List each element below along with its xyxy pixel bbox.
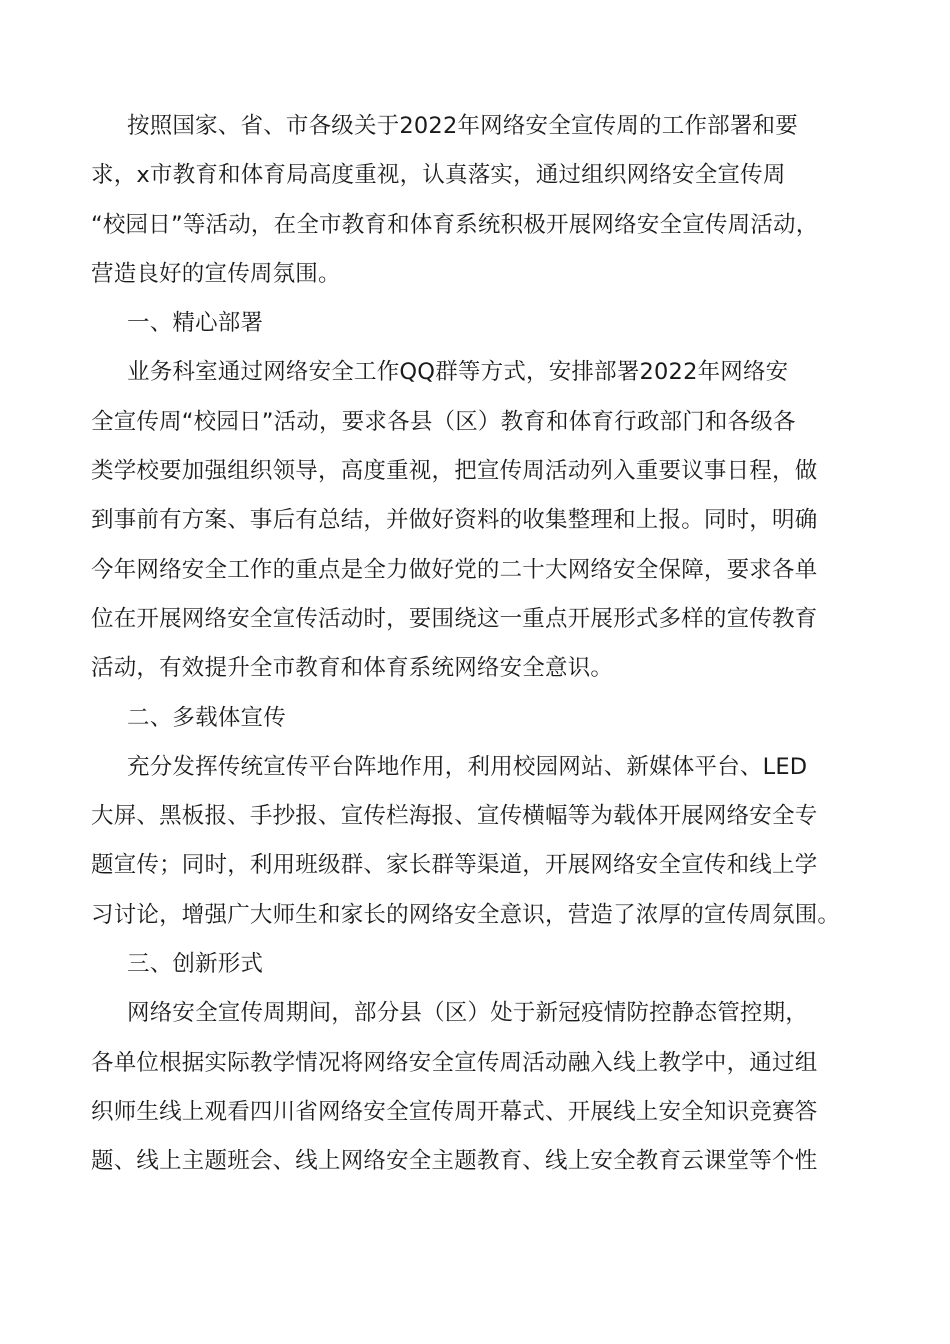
- section-2-paragraph: [91, 743, 871, 940]
- text-line: 活动，有效提升全市教育和体育系统网络安全意识。: [91, 655, 614, 682]
- text-line: 网络安全宣传周期间，部分县（区）处于新冠疫情防控静态管控期，: [127, 1000, 809, 1027]
- text-line: 织师生线上观看四川省网络安全宣传周开幕式、开展线上安全知识竞赛答: [91, 1098, 818, 1125]
- text-line: 题宣传；同时，利用班级群、家长群等渠道，开展网络安全宣传和线上学: [91, 852, 818, 879]
- text-line: 求，x市教育和体育局高度重视，认真落实，通过组织网络安全宣传周: [91, 162, 786, 189]
- text-line: 到事前有方案、事后有总结，并做好资料的收集整理和上报。同时，明确: [91, 507, 818, 534]
- section-heading-3: [91, 940, 871, 989]
- text-line: 业务科室通过网络安全工作QQ群等方式，安排部署2022年网络安: [127, 359, 789, 386]
- text-line: “校园日”等活动，在全市教育和体育系统积极开展网络安全宣传周活动，: [91, 211, 819, 238]
- intro-paragraph: [91, 102, 871, 299]
- text-line: 位在开展网络安全宣传活动时，要围绕这一重点开展形式多样的宣传教育: [91, 605, 818, 632]
- text-line: 按照国家、省、市各级关于2022年网络安全宣传周的工作部署和要: [127, 113, 798, 139]
- text-line: 营造良好的宣传周氛围。: [91, 260, 341, 287]
- text-line: 今年网络安全工作的重点是全力做好党的二十大网络安全保障，要求各单: [91, 556, 818, 583]
- text-line: 类学校要加强组织领导，高度重视，把宣传周活动列入重要议事日程，做: [91, 458, 818, 485]
- heading-text: 三、创新形式: [127, 951, 264, 978]
- heading-text: 一、精心部署: [127, 310, 264, 337]
- section-1-paragraph: [91, 348, 871, 693]
- text-line: 各单位根据实际教学情况将网络安全宣传周活动融入线上教学中，通过组: [91, 1049, 818, 1076]
- text-line: 题、线上主题班会、线上网络安全主题教育、线上安全教育云课堂等个性: [91, 1148, 818, 1175]
- text-line: 习讨论，增强广大师生和家长的网络安全意识，营造了浓厚的宣传周氛围。: [91, 901, 841, 928]
- heading-text: 二、多载体宣传: [127, 704, 286, 731]
- section-3-paragraph: [91, 989, 871, 1186]
- text-line: 全宣传周“校园日”活动，要求各县（区）教育和体育行政部门和各级各: [91, 408, 796, 435]
- section-heading-2: [91, 694, 871, 743]
- text-line: 大屏、黑板报、手抄报、宣传栏海报、宣传横幅等为载体开展网络安全专: [91, 803, 818, 830]
- section-heading-1: [91, 299, 871, 348]
- document-body: [91, 102, 871, 1187]
- text-line: 充分发挥传统宣传平台阵地作用，利用校园网站、新媒体平台、LED: [127, 753, 808, 780]
